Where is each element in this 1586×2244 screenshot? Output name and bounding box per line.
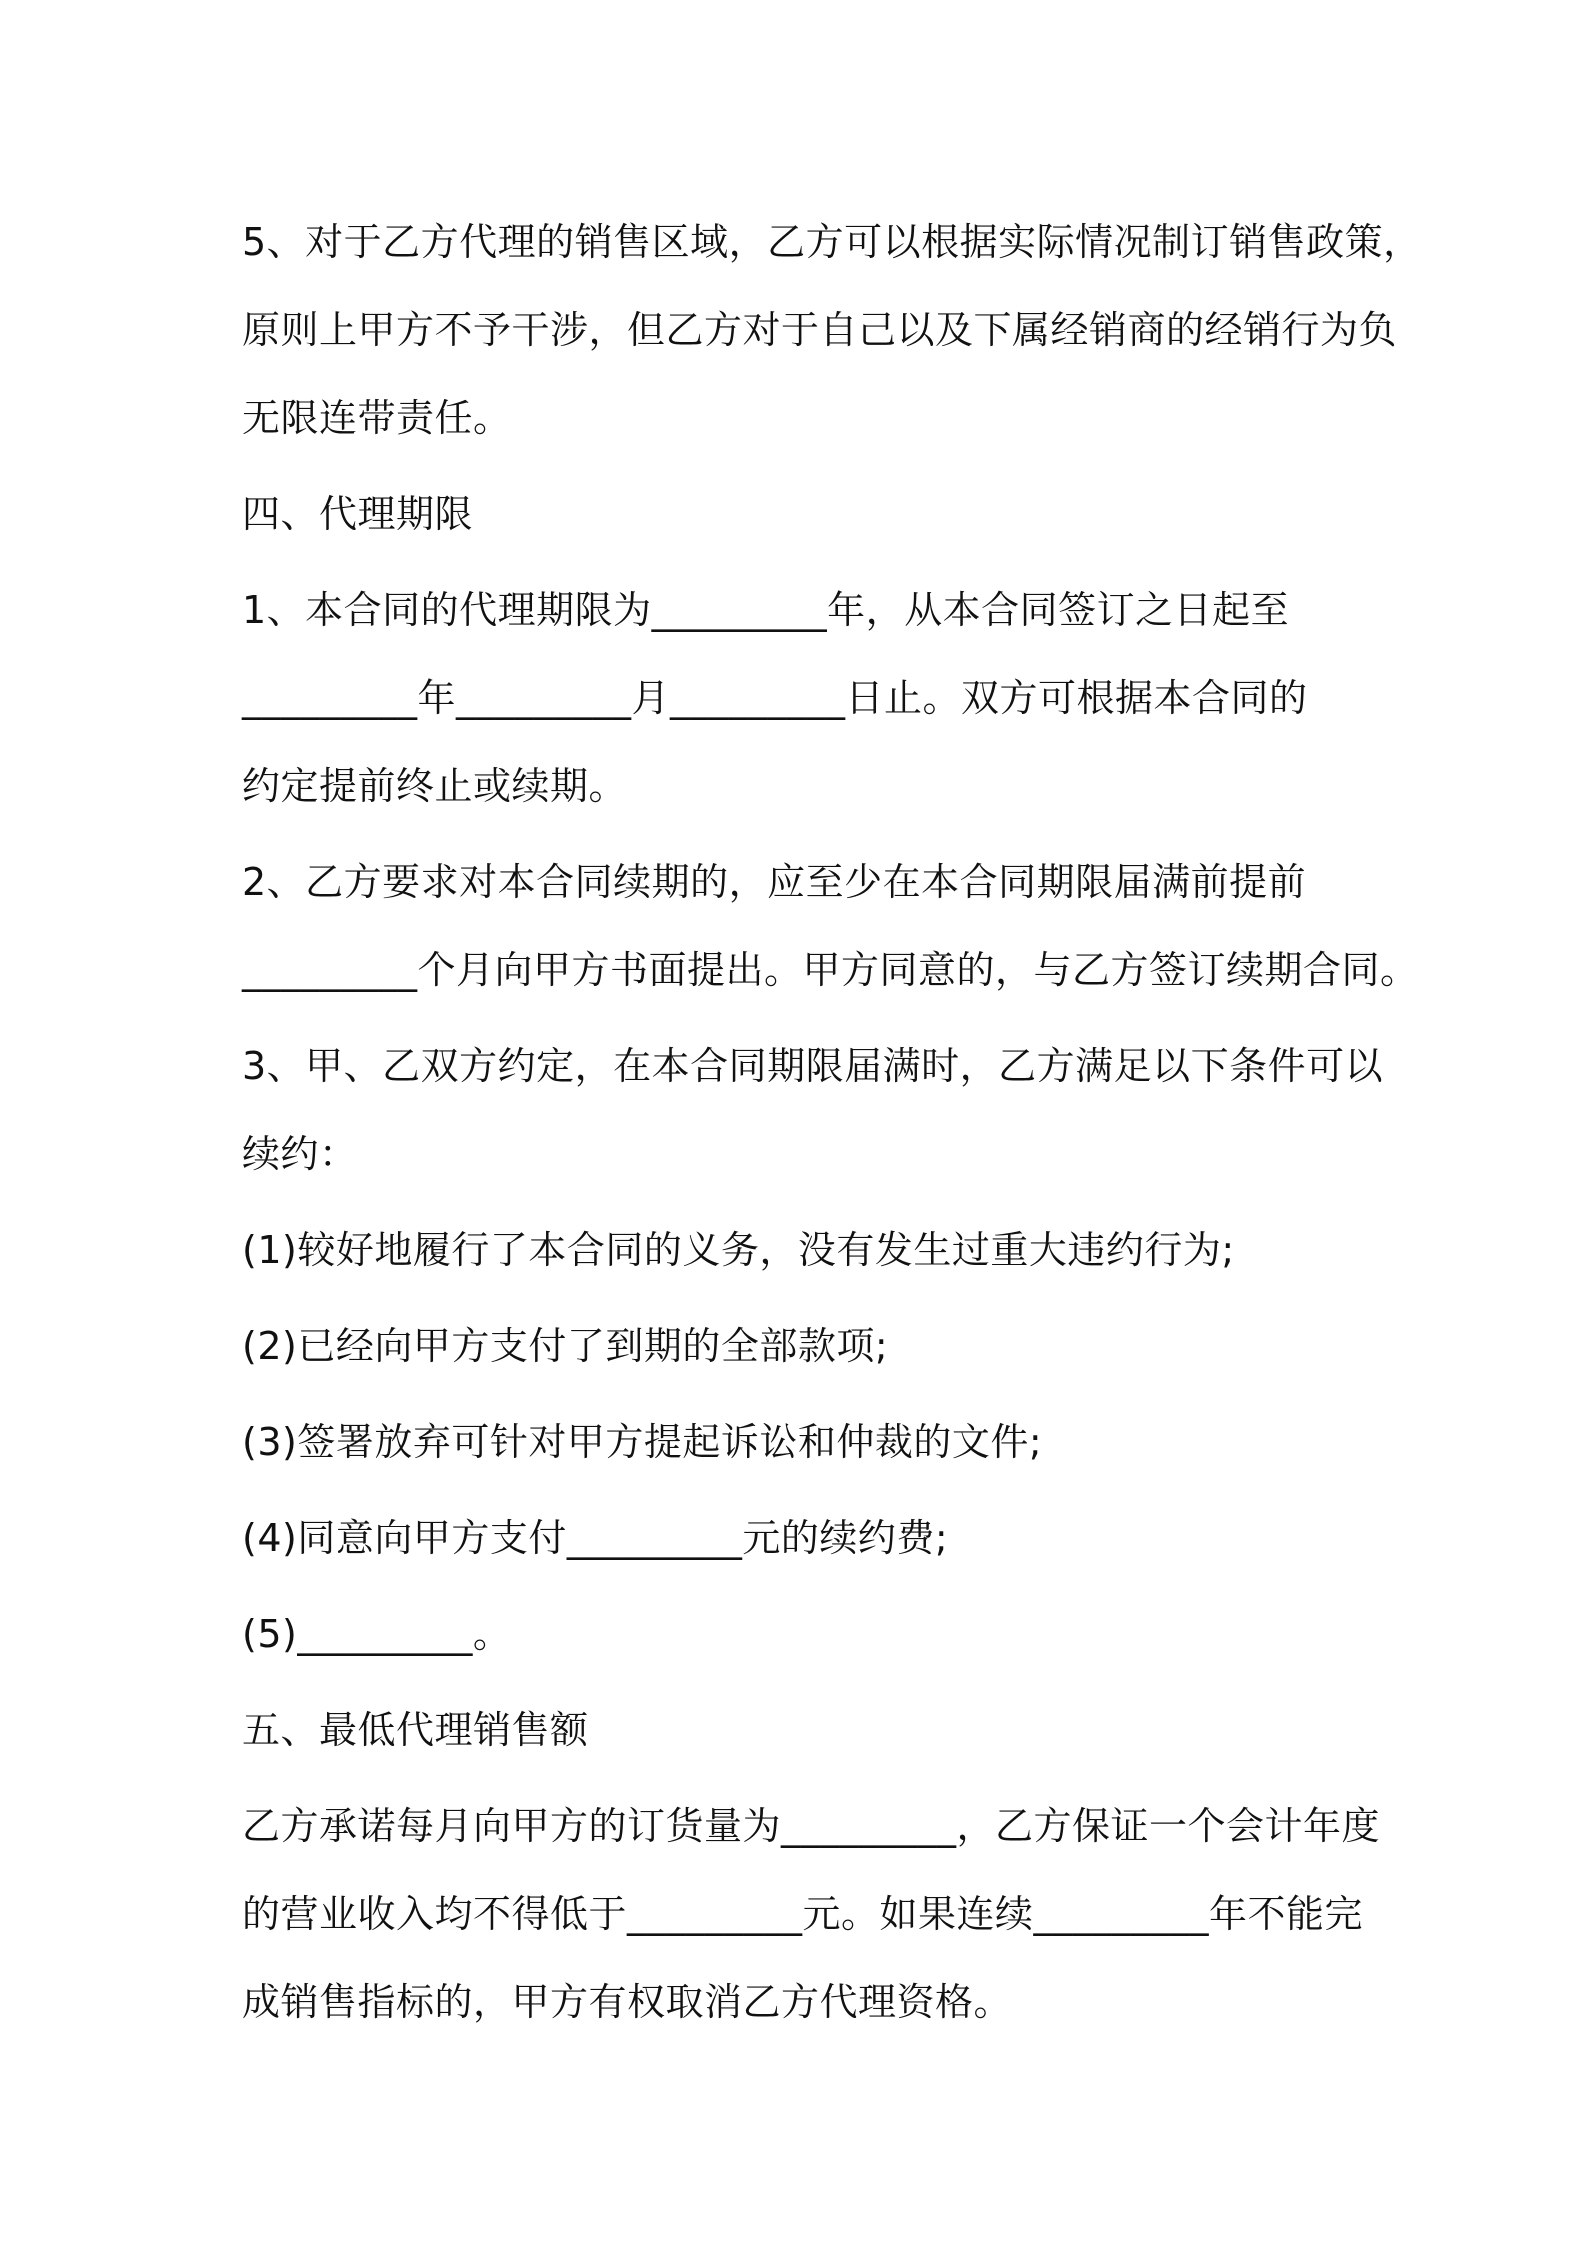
text-line: (5)_________。 (242, 1612, 512, 1656)
text-line: (1)较好地履行了本合同的义务，没有发生过重大违约行为; (242, 1228, 1235, 1272)
text-line: 原则上甲方不予干涉，但乙方对于自己以及下属经销商的经销行为负 (242, 308, 1398, 352)
text-line: (2)已经向甲方支付了到期的全部款项; (242, 1324, 889, 1368)
text-line: 乙方承诺每月向甲方的订货量为_________，乙方保证一个会计年度 (242, 1804, 1381, 1848)
condition-2 (242, 1302, 1362, 1390)
text-line: 3、甲、乙双方约定，在本合同期限届满时，乙方满足以下条件可以 (242, 1044, 1384, 1088)
text-line: (3)签署放弃可针对甲方提起诉讼和仲裁的文件; (242, 1420, 1043, 1464)
clause-3-5 (242, 198, 1422, 462)
section-5-heading (242, 1686, 1362, 1774)
clause-4-2 (242, 838, 1419, 1014)
text-line: 续约： (242, 1132, 358, 1176)
text-line: (4)同意向甲方支付_________元的续约费; (242, 1516, 949, 1560)
condition-4 (242, 1494, 1362, 1582)
condition-3 (242, 1398, 1362, 1486)
text-line: _________年_________月_________日止。双方可根据本合同的 (242, 676, 1308, 720)
heading-text: 五、最低代理销售额 (242, 1708, 589, 1752)
condition-5 (242, 1590, 1362, 1678)
clause-5-body (242, 1782, 1381, 2046)
text-line: 2、乙方要求对本合同续期的，应至少在本合同期限届满前提前 (242, 860, 1307, 904)
heading-text: 四、代理期限 (242, 492, 474, 536)
text-line: 1、本合同的代理期限为_________年，从本合同签订之日起至 (242, 588, 1290, 632)
document-body (242, 198, 1422, 2054)
text-line: 成销售指标的，甲方有权取消乙方代理资格。 (242, 1980, 1013, 2024)
text-line: _________个月向甲方书面提出。甲方同意的，与乙方签订续期合同。 (242, 948, 1419, 992)
text-line: 约定提前终止或续期。 (242, 764, 628, 808)
text-line: 的营业收入均不得低于_________元。如果连续_________年不能完 (242, 1892, 1364, 1936)
clause-4-1 (242, 566, 1362, 830)
clause-4-3 (242, 1022, 1384, 1198)
text-line: 5、对于乙方代理的销售区域，乙方可以根据实际情况制订销售政策， (242, 220, 1422, 264)
condition-1 (242, 1206, 1362, 1294)
text-line: 无限连带责任。 (242, 396, 512, 440)
section-4-heading (242, 470, 1362, 558)
